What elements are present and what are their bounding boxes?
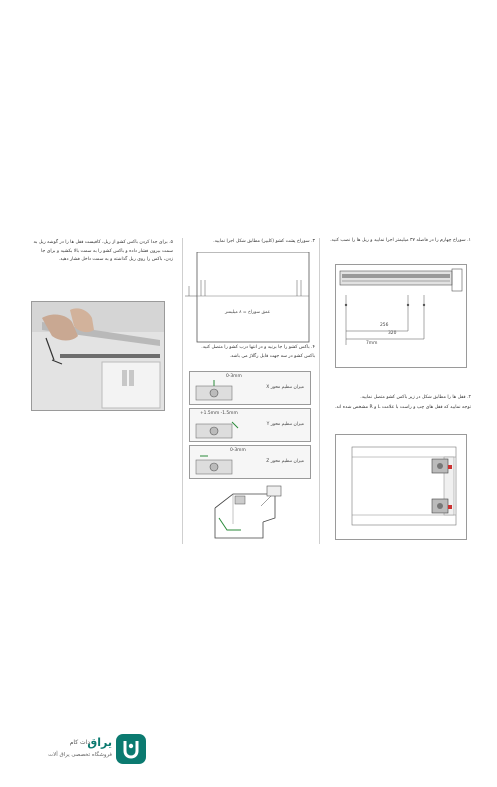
column-divider [319, 238, 320, 544]
drawer-photo [31, 301, 165, 411]
logo-mark-icon [116, 734, 146, 764]
step2-line1: ۲. قفل ها را مطابق شکل در زیر باکس کشو متصل نمایید. [360, 395, 471, 400]
step4-line1: ۴. باکس کشو را جا بزنید و در انتها درب کشو را متصل کنید. [201, 345, 315, 350]
hole-depth-caption: عمق سوراخ = ۸ میلیمتر [225, 310, 271, 315]
adjust-panel-y [189, 408, 311, 442]
hole-diagram [185, 252, 317, 344]
hole-diagram-svg [185, 252, 317, 344]
column-right [323, 234, 473, 546]
column-divider [182, 238, 183, 544]
column-left [25, 234, 177, 546]
step4-line2: باکس کشو در سه جهت قابل رگلاژ می باشد. [229, 354, 315, 359]
rail-dim-256: 256 [380, 323, 389, 328]
adjust-range: 0-3mm [226, 374, 242, 379]
adjust-range: +1.5mm -1.5mm [200, 411, 238, 416]
drawer-photo-illustration [32, 302, 164, 410]
brand-name: یراق [87, 736, 112, 749]
adjust-panel-z [189, 445, 311, 479]
step5-text: ۵. برای جدا کردن باکس کشو از ریل، کافیست قفل ها را در گوشه ریل به سمت بیرون فشار داده و باکس کشو را به سمت بالا بکشید و برای جا زدن، باکس را روی ریل گذاشته و به سمت داخل فشار دهید. [33, 240, 173, 263]
drawer-sketch [211, 484, 291, 542]
step3-text: ۳. سوراخ پشت کشو (کلیپر) مطابق شکل اجرا نمایید. [213, 239, 315, 244]
step2-line2: توجه نمایید که قفل های چپ و راست با علامت L و R مشخص شده اند. [334, 405, 471, 410]
adjust-range: 0-3mm [230, 448, 246, 453]
brand-tagline: فروشگاه تخصصی یراق آلات [48, 752, 112, 758]
lock-clip-icon [194, 378, 234, 404]
rail-dim-7mm: 7mm [366, 341, 378, 346]
adjust-label: میزان تنظیم محور Z [266, 459, 304, 464]
lock-diagram [335, 434, 467, 540]
brand-logo [40, 734, 146, 764]
brand-domain: دات کام [69, 739, 90, 746]
lock-clip-icon [194, 416, 240, 442]
rail-dim-320: 320 [388, 331, 397, 336]
instruction-sheet [25, 234, 474, 546]
lock-diagram-svg [336, 435, 466, 539]
rail-diagram [335, 264, 467, 368]
lock-clip-icon [194, 452, 234, 478]
column-middle [185, 234, 317, 546]
adjust-panel-x [189, 371, 311, 405]
adjust-label: میزان تنظیم محور Y [266, 422, 304, 427]
step1-text: ۱. سوراخ چهارم را در فاصله ۳۷ میلیمتر اجرا نمایید و ریل ها را نصب کنید. [330, 238, 471, 243]
rail-diagram-svg [336, 265, 466, 367]
adjust-label: میزان تنظیم محور X [266, 385, 304, 390]
